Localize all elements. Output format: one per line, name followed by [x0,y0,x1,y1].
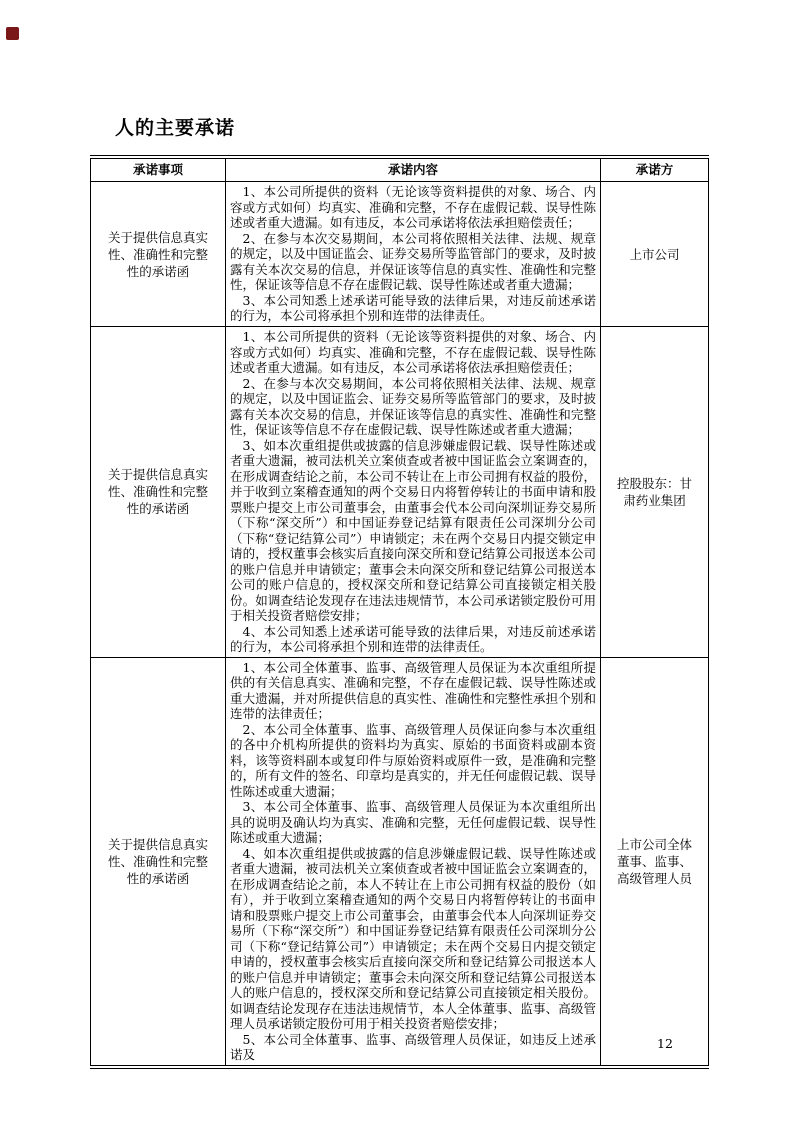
commitment-content-cell [226,327,601,658]
commitment-paragraph: 2、本公司全体董事、监事、高级管理人员保证向参与本次重组的各中介机构所提供的资料均为真实、原始的书面资料或副本资料，该等资料副本或复印件与原始资料或原件一致，是准确和完整的，所有文件的签名、印章均是真实的，并无任何虚假记载、误导性陈述或重大遗漏； [230,721,596,799]
commitment-paragraph: 5、本公司全体董事、监事、高级管理人员保证，如违反上述承诺及 [230,1031,596,1062]
commitment-paragraph: 4、如本次重组提供或披露的信息涉嫌虚假记载、误导性陈述或者重大遗漏，被司法机关立案侦查或者被中国证监会立案调查的，在形成调查结论之前，本人不转让在上市公司拥有权益的股份（如有），并于收到立案稽查通知的两个交易日内将暂停转让的书面申请和股票账户提交上市公司董事会，由董事会代本人向深圳证券交易所（下称“深交所”）和中国证券登记结算有限责任公司深圳分公司（下称“登记结算公司”）申请锁定；未在两个交易日内提交锁定申请的，授权董事会核实后直接向深交所和登记结算公司报送本人的账户信息并申请锁定；董事会未向深交所和登记结算公司报送本人的账户信息的，授权深交所和登记结算公司直接锁定相关股份。如调查结论发现存在违法违规情节，本人全体董事、监事、高级管理人员承诺锁定股份可用于相关投资者赔偿安排； [230,845,596,1031]
commitment-paragraph: 1、本公司所提供的资料（无论该等资料提供的对象、场合、内容或方式如何）均真实、准确和完整，不存在虚假记载、误导性陈述或者重大遗漏。如有违反，本公司承诺将依法承担赔偿责任； [230,329,596,375]
commitment-paragraph: 2、在参与本次交易期间，本公司将依照相关法律、法规、规章的规定，以及中国证监会、证券交易所等监管部门的要求，及时披露有关本次交易的信息，并保证该等信息的真实性、准确性和完整性，保证该等信息不存在虚假记载、误导性陈述或者重大遗漏； [230,230,596,292]
table-row [91,657,709,1067]
commitment-paragraph: 1、本公司全体董事、监事、高级管理人员保证为本次重组所提供的有关信息真实、准确和完整，不存在虚假记载、误导性陈述或重大遗漏，并对所提供信息的真实性、准确性和完整性承担个别和连带的法律责任； [230,659,596,721]
commitment-item-cell: 关于提供信息真实性、准确性和完整性的承诺函 [91,657,226,1067]
table-row [91,182,709,327]
table-header-row [91,157,709,182]
table-row [91,327,709,658]
commitment-paragraph: 2、在参与本次交易期间，本公司将依照相关法律、法规、规章的规定，以及中国证监会、证券交易所等监管部门的要求，及时披露有关本次交易的信息，并保证该等信息的真实性、准确性和完整性，保证该等信息不存在虚假记载、误导性陈述或者重大遗漏； [230,375,596,437]
commitment-item-cell: 关于提供信息真实性、准确性和完整性的承诺函 [91,327,226,658]
commitment-paragraph: 3、如本次重组提供或披露的信息涉嫌虚假记载、误导性陈述或者重大遗漏，被司法机关立案侦查或者被中国证监会立案调查的，在形成调查结论之前，本公司不转让在上市公司拥有权益的股份，并于收到立案稽查通知的两个交易日内将暂停转让的书面申请和股票账户提交上市公司董事会，由董事会代本公司向深圳证券交易所（下称“深交所”）和中国证券登记结算有限责任公司深圳分公司（下称“登记结算公司”）申请锁定；未在两个交易日内提交锁定申请的，授权董事会核实后直接向深交所和登记结算公司报送本公司的账户信息并申请锁定；董事会未向深交所和登记结算公司报送本公司的账户信息的，授权深交所和登记结算公司直接锁定相关股份。如调查结论发现存在违法违规情节，本公司承诺锁定股份可用于相关投资者赔偿安排； [230,437,596,623]
commitment-party-cell: 上市公司全体董事、监事、高级管理人员 [601,657,709,1067]
commitment-paragraph: 3、本公司全体董事、监事、高级管理人员保证为本次重组所出具的说明及确认均为真实、准确和完整，无任何虚假记载、误导性陈述或重大遗漏； [230,799,596,845]
commitment-item-cell: 关于提供信息真实性、准确性和完整性的承诺函 [91,182,226,327]
page-corner-mark [6,27,19,40]
commitment-paragraph: 1、本公司所提供的资料（无论该等资料提供的对象、场合、内容或方式如何）均真实、准确和完整，不存在虚假记载、误导性陈述或者重大遗漏。如有违反，本公司承诺将依法承担赔偿责任； [230,184,596,230]
commitment-content-cell [226,182,601,327]
commitment-content-cell [226,657,601,1067]
header-commitment-content: 承诺内容 [226,157,601,182]
header-commitment-item: 承诺事项 [91,157,226,182]
commitment-paragraph: 4、本公司知悉上述承诺可能导致的法律后果，对违反前述承诺的行为，本公司将承担个别和连带的法律责任。 [230,623,596,654]
page-title: 人的主要承诺 [115,116,236,139]
header-commitment-party: 承诺方 [601,157,709,182]
commitment-party-cell: 控股股东：甘肃药业集团 [601,327,709,658]
page-number: 12 [657,1036,673,1051]
commitment-paragraph: 3、本公司知悉上述承诺可能导致的法律后果，对违反前述承诺的行为，本公司将承担个别和连带的法律责任。 [230,292,596,323]
commitments-table [90,155,709,1069]
commitment-party-cell: 上市公司 [601,182,709,327]
